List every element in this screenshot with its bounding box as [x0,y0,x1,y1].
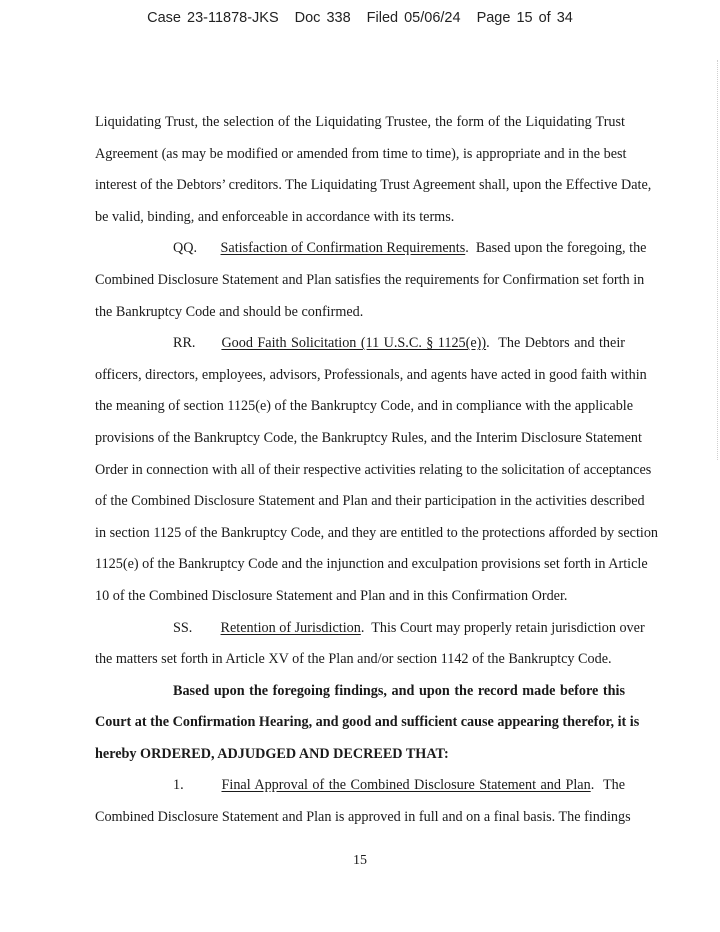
page-count: Page 15 of 34 [476,10,573,26]
text-line: be valid, binding, and enforceable in accordance with its terms. [95,208,455,225]
paragraph-rr [95,328,659,612]
paragraph-first-line: 1. Final Approval of the Combined Disclosure Statement and Plan. The [95,770,625,802]
text-line: Agreement (as may be modified or amended from time to time), is appropriate and in the best [95,145,627,162]
paragraph-continuation [95,107,652,233]
text-line: 1125(e) of the Bankruptcy Code and the injunction and exculpation provisions set forth in Article [95,556,648,573]
text-line: the meaning of section 1125(e) of the Bankruptcy Code, and in compliance with the applicable [95,398,634,415]
text-line: hereby ORDERED, ADJUDGED AND DECREED THAT: [95,745,449,762]
paragraph-1 [95,770,631,833]
filed-date: Filed 05/06/24 [366,10,461,26]
text-line: in section 1125 of the Bankruptcy Code, and they are entitled to the protections afforded by section [95,524,659,541]
paragraph-heading: Good Faith Solicitation (11 U.S.C. § 1125(e)) [221,335,487,352]
text-line: the Bankruptcy Code and should be confirmed. [95,303,364,320]
paragraph-text: Based upon the foregoing, the [475,240,647,257]
text-line: the matters set forth in Article XV of the Plan and/or section 1142 of the Bankruptcy Code. [95,651,612,668]
paragraph-first-line: SS. Retention of Jurisdiction. This Court may properly retain jurisdiction over [95,613,625,645]
paragraph-text: The Debtors and their [498,335,625,352]
text-line: Order in connection with all of their respective activities relating to the solicitation of acceptances [95,461,652,478]
paragraph-first-line: RR. Good Faith Solicitation (11 U.S.C. § 1125(e)). The Debtors and their [95,328,625,360]
paragraph-first-line: QQ. Satisfaction of Confirmation Requirements. Based upon the foregoing, the [95,233,625,265]
paragraph-number: 1. [173,777,184,794]
paragraph-number: SS. [173,619,193,636]
text-line: Combined Disclosure Statement and Plan is approved in full and on a final basis. The findings [95,809,631,826]
text-line: 10 of the Combined Disclosure Statement and Plan and in this Confirmation Order. [95,587,568,604]
text-line: provisions of the Bankruptcy Code, the Bankruptcy Rules, and the Interim Disclosure Statement [95,429,642,446]
text-line: Court at the Confirmation Hearing, and good and sufficient cause appearing therefor, it is [95,714,640,731]
scan-margin-mark [716,60,718,460]
text-line: of the Combined Disclosure Statement and Plan and their participation in the activities described [95,493,645,510]
paragraph-text: The [602,777,626,794]
paragraph-heading: Retention of Jurisdiction [220,619,361,636]
text-line: Based upon the foregoing findings, and upon the record made before this [173,682,625,699]
paragraph-number: RR. [173,335,196,352]
document-body [95,107,659,834]
text-line: Liquidating Trust, the selection of the Liquidating Trustee, the form of the Liquidating Trust [95,114,625,130]
ordered-paragraph [95,676,640,771]
doc-number: Doc 338 [294,10,351,26]
case-number: Case 23-11878-JKS [147,10,279,26]
paragraph-heading: Final Approval of the Combined Disclosure Statement and Plan [221,777,591,794]
text-line: interest of the Debtors’ creditors. The Liquidating Trust Agreement shall, upon the Effective Date, [95,177,652,194]
paragraph-qq [95,233,647,328]
paragraph-ss [95,613,645,676]
paragraph-number: QQ. [173,240,198,257]
page-number: 15 [353,853,367,868]
ecf-header [0,10,720,26]
text-line: Combined Disclosure Statement and Plan satisfies the requirements for Confirmation set forth in [95,271,645,288]
text-line: officers, directors, employees, advisors, Professionals, and agents have acted in good faith within [95,366,647,383]
paragraph-heading: Satisfaction of Confirmation Requirements [220,240,466,257]
paragraph-text: This Court may properly retain jurisdiction over [371,619,645,636]
